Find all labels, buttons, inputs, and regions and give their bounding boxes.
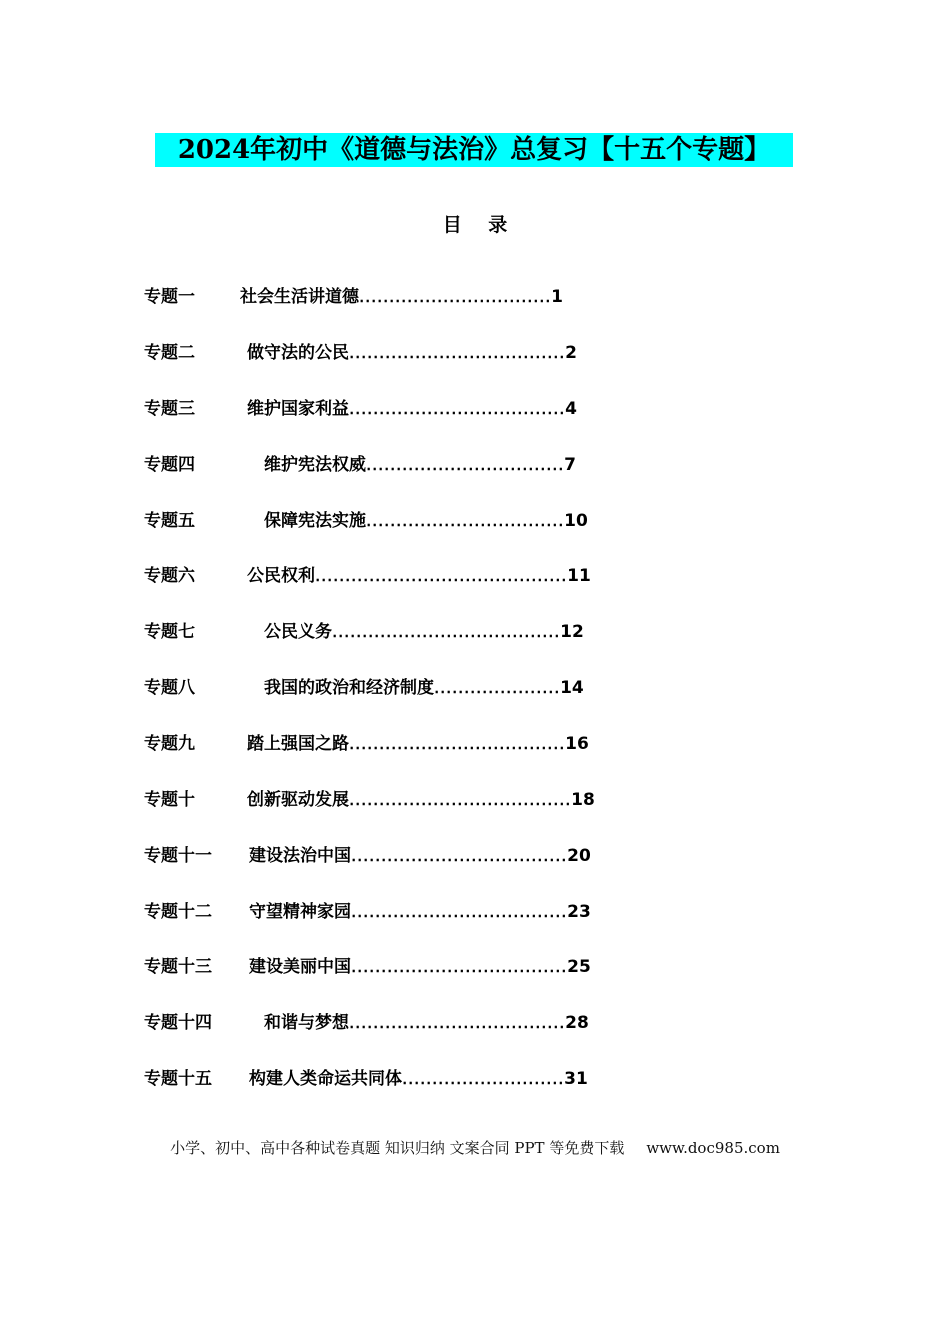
toc-topic-label: 专题一 bbox=[144, 287, 195, 307]
toc-entry[interactable] bbox=[247, 396, 577, 422]
document-title: 2024年初中《道德与法治》总复习【十五个专题】 bbox=[155, 133, 793, 167]
toc-topic-label: 专题三 bbox=[144, 399, 195, 419]
toc-page-number: 4 bbox=[565, 399, 577, 419]
toc-row bbox=[0, 1010, 950, 1036]
toc-entry[interactable] bbox=[249, 954, 591, 980]
toc-topic-name: 构建人类命运共同体 bbox=[249, 1069, 402, 1089]
toc-row bbox=[0, 954, 950, 980]
toc-topic-label: 专题九 bbox=[144, 734, 195, 754]
toc-page-number: 16 bbox=[565, 734, 589, 754]
toc-topic-label: 专题八 bbox=[144, 678, 195, 698]
toc-row bbox=[0, 619, 950, 645]
toc-leader-dots: .................................... bbox=[351, 902, 568, 922]
toc-topic-label: 专题二 bbox=[144, 343, 195, 363]
toc-leader-dots: ..................... bbox=[434, 678, 561, 698]
toc-leader-dots: .................................... bbox=[351, 957, 568, 977]
toc-row bbox=[0, 508, 950, 534]
toc-leader-dots: ................................. bbox=[366, 511, 565, 531]
toc-page-number: 18 bbox=[571, 790, 595, 810]
toc-leader-dots: .................................... bbox=[349, 399, 566, 419]
toc-entry[interactable] bbox=[240, 284, 563, 310]
toc-page-number: 20 bbox=[567, 846, 591, 866]
toc-row bbox=[0, 1066, 950, 1092]
toc-entry[interactable] bbox=[264, 1010, 589, 1036]
toc-topic-name: 建设美丽中国 bbox=[249, 957, 351, 977]
toc-topic-label: 专题七 bbox=[144, 622, 195, 642]
toc-row bbox=[0, 843, 950, 869]
toc-topic-name: 我国的政治和经济制度 bbox=[264, 678, 434, 698]
toc-entry[interactable] bbox=[249, 843, 591, 869]
toc-leader-dots: .......................................... bbox=[315, 566, 568, 586]
toc-page-number: 28 bbox=[565, 1013, 589, 1033]
toc-entry[interactable] bbox=[264, 452, 576, 478]
toc-topic-name: 做守法的公民 bbox=[247, 343, 349, 363]
toc-page-number: 23 bbox=[567, 902, 591, 922]
toc-topic-label: 专题十一 bbox=[144, 846, 212, 866]
toc-topic-name: 维护国家利益 bbox=[247, 399, 349, 419]
toc-topic-label: 专题十二 bbox=[144, 902, 212, 922]
toc-topic-label: 专题十四 bbox=[144, 1013, 212, 1033]
toc-topic-name: 维护宪法权威 bbox=[264, 455, 366, 475]
toc-topic-name: 保障宪法实施 bbox=[264, 511, 366, 531]
toc-row bbox=[0, 787, 950, 813]
toc-topic-label: 专题五 bbox=[144, 511, 195, 531]
toc-entry[interactable] bbox=[264, 619, 584, 645]
toc-row bbox=[0, 284, 950, 310]
toc-entry[interactable] bbox=[264, 675, 584, 701]
toc-leader-dots: .................................... bbox=[349, 734, 566, 754]
toc-leader-dots: .................................... bbox=[349, 343, 566, 363]
toc-page-number: 2 bbox=[565, 343, 577, 363]
toc-topic-label: 专题十三 bbox=[144, 957, 212, 977]
footer-text: 小学、初中、高中各种试卷真题 知识归纳 文案合同 PPT 等免费下载 bbox=[170, 1139, 625, 1157]
toc-row bbox=[0, 731, 950, 757]
toc-leader-dots: .................................... bbox=[349, 1013, 566, 1033]
toc-leader-dots: ...................................... bbox=[332, 622, 561, 642]
toc-page-number: 7 bbox=[564, 455, 576, 475]
toc-row bbox=[0, 563, 950, 589]
toc-leader-dots: ..................................... bbox=[349, 790, 572, 810]
toc-leader-dots: .................................... bbox=[351, 846, 568, 866]
toc-heading: 目 录 bbox=[442, 214, 508, 236]
toc-entry[interactable] bbox=[247, 563, 591, 589]
toc-topic-label: 专题十 bbox=[144, 790, 195, 810]
toc-entry[interactable] bbox=[249, 1066, 588, 1092]
toc-topic-name: 建设法治中国 bbox=[249, 846, 351, 866]
toc-topic-name: 社会生活讲道德 bbox=[240, 287, 359, 307]
toc-row bbox=[0, 396, 950, 422]
footer-url[interactable]: www.doc985.com bbox=[646, 1139, 780, 1157]
toc-leader-dots: ................................. bbox=[366, 455, 565, 475]
toc-entry[interactable] bbox=[247, 787, 595, 813]
toc-topic-name: 和谐与梦想 bbox=[264, 1013, 349, 1033]
toc-topic-name: 守望精神家园 bbox=[249, 902, 351, 922]
toc-topic-label: 专题四 bbox=[144, 455, 195, 475]
toc-page-number: 12 bbox=[560, 622, 584, 642]
toc-leader-dots: ................................ bbox=[359, 287, 552, 307]
page-footer bbox=[0, 1137, 950, 1159]
toc-leader-dots: ........................... bbox=[402, 1069, 565, 1089]
toc-topic-name: 公民权利 bbox=[247, 566, 315, 586]
toc-page-number: 1 bbox=[551, 287, 563, 307]
toc-entry[interactable] bbox=[249, 899, 591, 925]
toc-topic-name: 踏上强国之路 bbox=[247, 734, 349, 754]
toc-topic-label: 专题六 bbox=[144, 566, 195, 586]
toc-page-number: 25 bbox=[567, 957, 591, 977]
toc-topic-name: 创新驱动发展 bbox=[247, 790, 349, 810]
toc-row bbox=[0, 452, 950, 478]
toc-topic-label: 专题十五 bbox=[144, 1069, 212, 1089]
toc-topic-name: 公民义务 bbox=[264, 622, 332, 642]
toc-row bbox=[0, 675, 950, 701]
toc-entry[interactable] bbox=[264, 508, 588, 534]
toc-entry[interactable] bbox=[247, 340, 577, 366]
toc-row bbox=[0, 340, 950, 366]
toc-row bbox=[0, 899, 950, 925]
toc-entry[interactable] bbox=[247, 731, 589, 757]
toc-page-number: 10 bbox=[564, 511, 588, 531]
toc-page-number: 14 bbox=[560, 678, 584, 698]
toc-page-number: 31 bbox=[564, 1069, 588, 1089]
toc-page-number: 11 bbox=[567, 566, 591, 586]
